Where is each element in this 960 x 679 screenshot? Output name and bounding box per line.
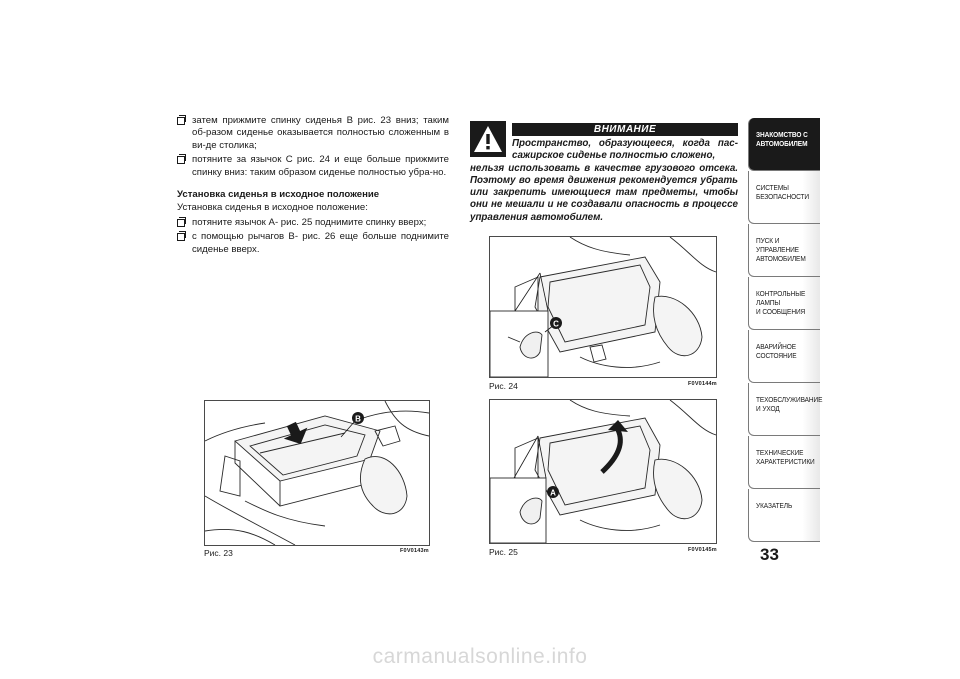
tab-technical-specs[interactable]	[748, 436, 820, 489]
tab-label: ЗНАКОМСТВО С АВТОМОБИЛЕМ	[756, 130, 808, 148]
list-item	[177, 231, 449, 256]
figure-code: F0V0143m	[400, 548, 429, 554]
callout-c-label: C	[553, 319, 559, 329]
figure-caption: Рис. 23	[204, 548, 233, 558]
tab-label: ПУСК И УПРАВЛЕНИЕ АВТОМОБИЛЕМ	[756, 236, 806, 263]
figure-23-illustration	[204, 400, 430, 546]
tab-emergency[interactable]	[748, 330, 820, 383]
left-text-column	[177, 115, 449, 256]
bullet-text: потяните за язычок C рис. 24 и еще больше прижмите спинку вниз: таким образом сиденье полностью убра-но.	[192, 154, 449, 178]
tab-vehicle-overview[interactable]	[748, 118, 820, 171]
bullet-text: затем прижмите спинку сиденья B рис. 23 вниз; таким об-разом сиденье оказывается полностью сложенным в ви-де столика;	[192, 115, 449, 151]
seat-tab-c-drawing	[490, 237, 716, 377]
tab-label: СИСТЕМЫ БЕЗОПАСНОСТИ	[756, 183, 810, 201]
tab-label: ТЕХОБСЛУЖИВАНИЕ И УХОД	[756, 395, 823, 413]
watermark: carmanualsonline.info	[372, 645, 588, 668]
figure-25-illustration	[489, 399, 717, 544]
tab-label: КОНТРОЛЬНЫЕ ЛАМПЫ И СООБЩЕНИЯ	[756, 289, 806, 316]
page-number: 33	[760, 545, 779, 564]
intro-text: Установка сиденья в исходное положение:	[177, 202, 368, 214]
tab-index[interactable]	[748, 489, 820, 542]
bullet-text: с помощью рычагов B- рис. 26 еще больше поднимите сиденье вверх.	[192, 231, 449, 255]
warning-text-first: Пространство, образующееся, когда пас-сажирское сиденье полностью сложено,	[512, 138, 738, 162]
tab-label: УКАЗАТЕЛЬ	[756, 501, 793, 510]
figure-caption: Рис. 24	[489, 381, 518, 391]
checkbox-bullet-icon	[177, 117, 185, 125]
seat-tab-a-drawing	[490, 400, 716, 543]
checkbox-bullet-icon	[177, 233, 185, 241]
section-heading: Установка сиденья в исходное положение	[177, 189, 380, 201]
list-item	[177, 154, 449, 179]
checkbox-bullet-icon	[177, 219, 185, 227]
tab-starting-driving[interactable]	[748, 224, 820, 277]
chapter-tabs	[748, 118, 823, 542]
warning-text	[470, 138, 738, 224]
tab-label: АВАРИЙНОЕ СОСТОЯНИЕ	[756, 342, 797, 360]
figure-code: F0V0145m	[688, 547, 717, 553]
tab-safety-systems[interactable]	[748, 171, 820, 224]
tab-label: ТЕХНИЧЕСКИЕ ХАРАКТЕРИСТИКИ	[756, 448, 815, 466]
checkbox-bullet-icon	[177, 156, 185, 164]
list-item	[177, 217, 449, 229]
warning-text-rest: нельзя использовать в качестве грузового отсека. Поэтому во время движения рекомендуется убрать или закрепить имеющиеся там предметы, чтобы они не мешали и не создавали опасность в процессе управления автомобилем.	[470, 162, 738, 223]
bullet-text: потяните язычок A- рис. 25 поднимите спинку вверх;	[192, 216, 427, 228]
list-item	[177, 115, 449, 152]
figure-caption: Рис. 25	[489, 547, 518, 557]
tab-warning-lights[interactable]	[748, 277, 820, 330]
tab-maintenance[interactable]	[748, 383, 823, 436]
figure-code: F0V0144m	[688, 381, 717, 387]
callout-b-label: B	[355, 414, 361, 424]
callout-a-label: A	[550, 488, 556, 498]
figure-24-illustration	[489, 236, 717, 378]
folded-seat-drawing	[205, 401, 429, 545]
warning-title: ВНИМАНИЕ	[512, 123, 738, 136]
